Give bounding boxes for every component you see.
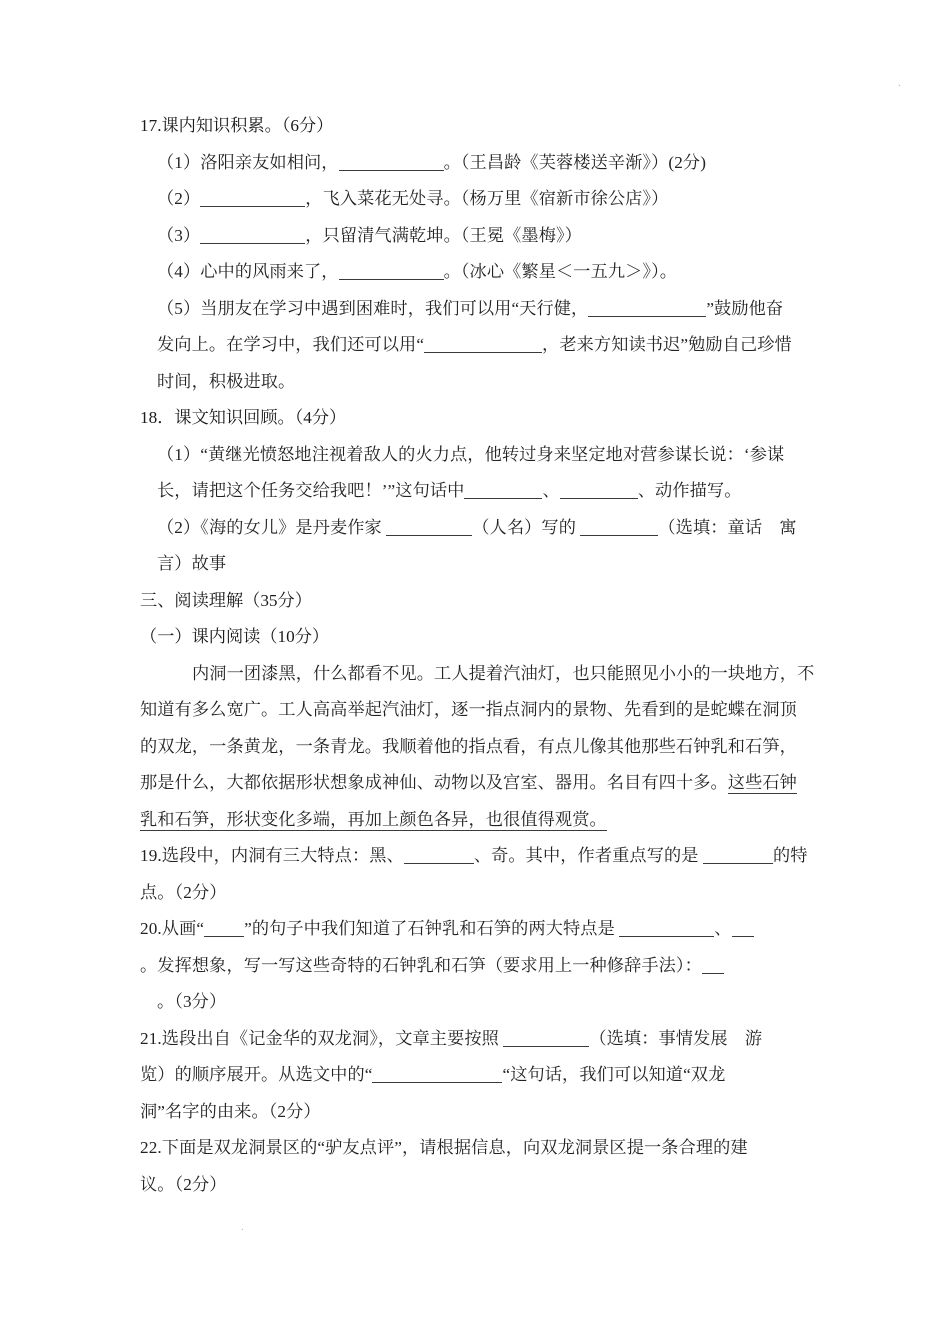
question-19-line-1: [140, 838, 830, 875]
q18-2-text-c: （选填：童话 寓: [658, 517, 797, 537]
question-18-item-2-line-2: 言）故事: [157, 554, 227, 573]
q17-2-text-before: （2）: [157, 189, 201, 208]
question-17-item-4: [140, 254, 830, 291]
question-18-heading: 18．课文知识回顾。（4分）: [140, 408, 347, 427]
q17-4-blank[interactable]: [339, 264, 444, 280]
question-22-line-2: 议。（2分）: [140, 1174, 227, 1194]
question-21-line-2: [140, 1057, 830, 1094]
q20-text-d: 。发挥想象，写一写这些奇特的石钟乳和石笋（要求用上一种修辞手法）：: [140, 955, 702, 975]
passage-line-4: [140, 765, 830, 802]
passage-line-1: 内洞一团漆黑，什么都看不见。工人提着汽油灯，也只能照见小小的一块地方，不: [192, 663, 815, 683]
q18-2-blank-2[interactable]: [580, 520, 658, 536]
question-20-line-1: [140, 911, 830, 948]
passage-line-2: 知道有多么宽广。工人高高举起汽油灯，逐一指点洞内的景物、先看到的是蛇蝶在洞顶: [140, 700, 797, 719]
q17-5-text-d: ，老来方知读书迟”勉励自己珍惜: [542, 335, 792, 354]
q18-1-blank-2[interactable]: [560, 483, 638, 499]
q21-text-b: （选填：事情发展 游: [589, 1028, 763, 1048]
q20-text-b: ”的句子中我们知道了石钟乳和石笋的两大特点是: [244, 919, 615, 938]
q19-text-c: 的特: [772, 846, 808, 865]
q20-text-a: 20.从画“: [140, 919, 205, 938]
q21-blank-1[interactable]: [503, 1031, 589, 1047]
q21-text-c: 览）的顺序展开。从选文中的“: [140, 1065, 373, 1084]
question-17-item-5-line-1: [140, 291, 830, 328]
q21-text-a: 21.选段出自《记金华的双龙洞》，文章主要按照: [140, 1028, 499, 1048]
question-17-heading: 17.课内知识积累。（6分）: [140, 116, 334, 135]
q20-text-c: 、: [714, 919, 732, 938]
q19-text-b: 、奇。其中，作者重点写的是: [473, 846, 699, 865]
q17-4-text-before: （4）心中的风雨来了，: [157, 262, 339, 281]
q21-text-d: “这句话，我们可以知道“双龙: [502, 1065, 726, 1084]
q17-4-text-after: 。（冰心《繁星＜一五九＞》）。: [443, 262, 678, 281]
q18-1-text-b: 、: [542, 481, 560, 500]
question-17-item-2: [140, 181, 830, 218]
passage-underlined-part-1: 这些石钟: [727, 773, 797, 792]
q17-5-blank-2[interactable]: [424, 337, 542, 353]
q17-1-blank[interactable]: [339, 155, 444, 171]
question-21-line-1: [140, 1021, 830, 1058]
q21-blank-2[interactable]: [372, 1067, 502, 1083]
q17-2-blank[interactable]: [200, 191, 305, 207]
q17-5-text-c: 发向上。在学习中，我们还可以用“: [157, 335, 425, 354]
q20-blank-mark[interactable]: [204, 921, 244, 937]
passage-line-4-plain: 那是什么，大都依据形状想象成神仙、动物以及宫室、器用。名目有四十多。: [140, 773, 728, 792]
q18-1-text-a: 长，请把这个任务交给我吧！’”这句话中: [157, 481, 465, 500]
question-18-item-1-line-1: （1）“黄继光愤怒地注视着敌人的火力点，他转过身来坚定地对营参谋长说：‘参谋: [157, 444, 785, 464]
scan-artifact-bottom: .: [241, 1221, 244, 1233]
question-18-item-1-line-2: [140, 473, 830, 510]
q17-5-blank-1[interactable]: [588, 301, 706, 317]
passage-underlined-part-2: 乳和石笋，形状变化多端，再加上颜色各异，也很值得观赏。: [140, 809, 607, 829]
passage-line-3: 的双龙，一条黄龙，一条青龙。我顺着他的指点看，有点儿像其他那些石钟乳和石笋，: [140, 736, 797, 756]
q20-blank-2[interactable]: [732, 921, 754, 937]
question-17-item-5-line-2: [140, 327, 830, 364]
q19-blank-2[interactable]: [703, 848, 773, 864]
q18-1-text-c: 、动作描写。: [637, 481, 742, 500]
q17-3-blank[interactable]: [200, 228, 305, 244]
page-content: [140, 108, 830, 1203]
question-22-line-1: 22.下面是双龙洞景区的“驴友点评”，请根据信息，向双龙洞景区提一条合理的建: [140, 1138, 748, 1157]
scan-artifact-top: .: [898, 77, 901, 89]
q17-5-text-b: ”鼓励他奋: [706, 298, 784, 318]
q18-2-blank-1[interactable]: [386, 520, 472, 536]
section-3-title: 三、阅读理解（35分）: [140, 590, 312, 610]
q18-1-blank-1[interactable]: [464, 483, 542, 499]
question-21-line-3: 洞”名字的由来。（2分）: [140, 1101, 321, 1121]
question-20-line-2: [140, 948, 830, 985]
q19-text-a: 19.选段中，内洞有三大特点：黑、: [140, 846, 404, 865]
passage-line-5: [140, 802, 830, 839]
question-19-line-2: 点。（2分）: [140, 882, 227, 902]
q20-blank-1[interactable]: [619, 921, 714, 937]
q17-5-text-a: （5）当朋友在学习中遇到困难时，我们可以用“天行健，: [157, 298, 589, 318]
question-17-item-5-line-3: 时间，积极进取。: [157, 371, 296, 391]
q18-2-text-a: （2）《海的女儿》是丹麦作家: [157, 517, 382, 537]
q17-3-text-before: （3）: [157, 225, 201, 245]
q19-blank-1[interactable]: [404, 848, 474, 864]
q17-3-text-after: ，只留清气满乾坤。（王冕《墨梅》）: [305, 225, 582, 245]
q20-blank-3[interactable]: [702, 958, 724, 974]
section-3-subtitle: （一）课内阅读（10分）: [140, 627, 330, 646]
q17-1-text-after: 。（王昌龄《芙蓉楼送辛渐》）(2分): [443, 152, 707, 172]
q18-2-text-b: （人名）写的: [472, 517, 576, 537]
question-17-item-3: [140, 218, 830, 255]
q17-1-text-before: （1）洛阳亲友如相问，: [157, 152, 339, 172]
q17-2-text-after: ，飞入菜花无处寻。（杨万里《宿新市徐公店》）: [305, 189, 669, 208]
question-18-item-2-line-1: [140, 510, 830, 547]
question-20-line-3: 。（3分）: [157, 992, 227, 1011]
question-17-item-1: [140, 145, 830, 182]
